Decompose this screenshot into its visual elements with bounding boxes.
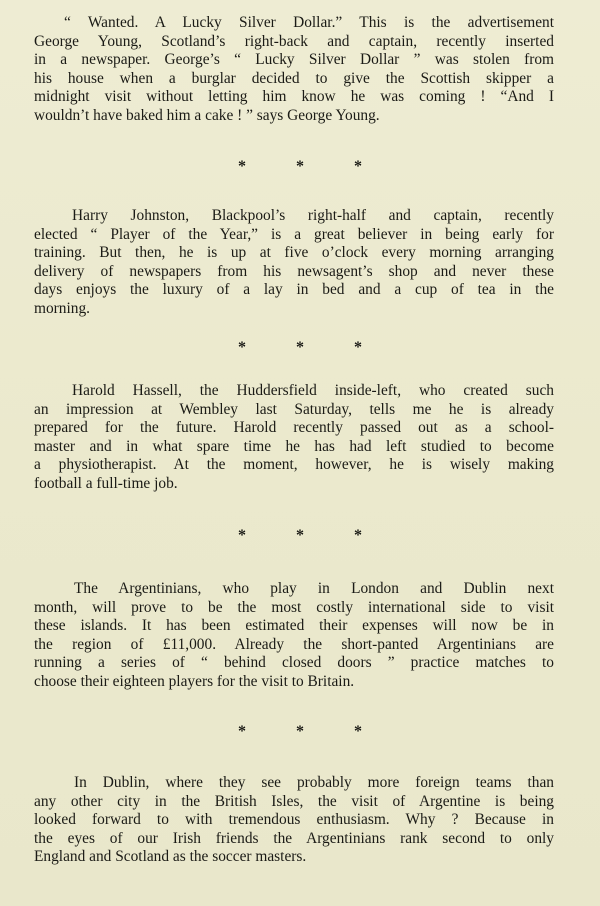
paragraph-line: his house when a burglar decided to give the Scottish skipper a xyxy=(34,69,554,87)
separator-star: * xyxy=(296,723,304,740)
paragraph-line: morning. xyxy=(34,299,91,317)
separator-star: * xyxy=(296,339,304,356)
separator-star: * xyxy=(354,158,362,175)
paragraph-line: choose their eighteen players for the visit to Britain. xyxy=(34,672,355,690)
paragraph-line: looked forward to with tremendous enthusiasm. Why ? Because in xyxy=(34,811,554,829)
paragraph-line: a physiotherapist. At the moment, however, he is wisely making xyxy=(34,456,554,474)
paragraph-line: The Argentinians, who play in London and Dublin next xyxy=(74,580,554,597)
separator-stars xyxy=(0,158,600,176)
paragraph-line: football a full-time job. xyxy=(34,474,178,492)
paragraph-line: delivery of newspapers from his newsagent’s shop and never these xyxy=(34,262,554,280)
paragraph-dublin xyxy=(34,774,554,867)
separator-star: * xyxy=(238,527,246,544)
paragraph-line: Harold Hassell, the Huddersfield inside-left, who created such xyxy=(72,382,554,399)
separator-stars xyxy=(0,339,600,357)
separator-star: * xyxy=(238,339,246,356)
separator-star: * xyxy=(296,158,304,175)
paragraph-line: wouldn’t have baked him a cake ! ” says George Young. xyxy=(34,106,380,124)
paragraph-line: master and in what spare time he has had left studied to become xyxy=(34,437,554,455)
paragraph-line: any other city in the British Isles, the visit of Argentine is being xyxy=(34,792,554,810)
paragraph-line: days enjoys the luxury of a lay in bed and a cup of tea in the xyxy=(34,281,554,299)
paragraph-line: Harry Johnston, Blackpool’s right-half and captain, recently xyxy=(72,207,554,224)
paragraph-line: In Dublin, where they see probably more foreign teams than xyxy=(74,774,554,791)
paragraph-george-young xyxy=(34,14,554,126)
separator-star: * xyxy=(238,158,246,175)
paragraph-line: these islands. It has been estimated their expenses will now be in xyxy=(34,617,554,635)
paragraph-line: midnight visit without letting him know he was coming ! “And I xyxy=(34,88,554,106)
paragraph-line: elected “ Player of the Year,” is a great believer in being early for xyxy=(34,225,554,243)
paragraph-line: month, will prove to be the most costly international side to visit xyxy=(34,598,554,616)
paragraph-line: the eyes of our Irish friends the Argentinians rank second to only xyxy=(34,829,554,847)
separator-stars xyxy=(0,723,600,741)
separator-star: * xyxy=(354,723,362,740)
paragraph-line: England and Scotland as the soccer masters. xyxy=(34,848,307,866)
paragraph-line: training. But then, he is up at five o’clock every morning arranging xyxy=(34,244,554,262)
paragraph-line: prepared for the future. Harold recently passed out as a school- xyxy=(34,419,554,437)
paragraph-line: the region of £11,000. Already the short-panted Argentinians are xyxy=(34,635,554,653)
paragraph-harold-hassell xyxy=(34,382,554,494)
separator-star: * xyxy=(354,339,362,356)
separator-star: * xyxy=(238,723,246,740)
separator-stars xyxy=(0,527,600,545)
separator-star: * xyxy=(354,527,362,544)
separator-star: * xyxy=(296,527,304,544)
paragraph-line: an impression at Wembley last Saturday, tells me he is already xyxy=(34,400,554,418)
paragraph-argentinians xyxy=(34,580,554,692)
paragraph-line: George Young, Scotland’s right-back and captain, recently inserted xyxy=(34,32,554,50)
paragraph-line: “ Wanted. A Lucky Silver Dollar.” This is the advertisement xyxy=(64,14,554,31)
paragraph-line: running a series of “ behind closed doors ” practice matches to xyxy=(34,654,554,672)
paragraph-line: in a newspaper. George’s “ Lucky Silver Dollar ” was stolen from xyxy=(34,51,554,69)
paragraph-harry-johnston xyxy=(34,207,554,319)
